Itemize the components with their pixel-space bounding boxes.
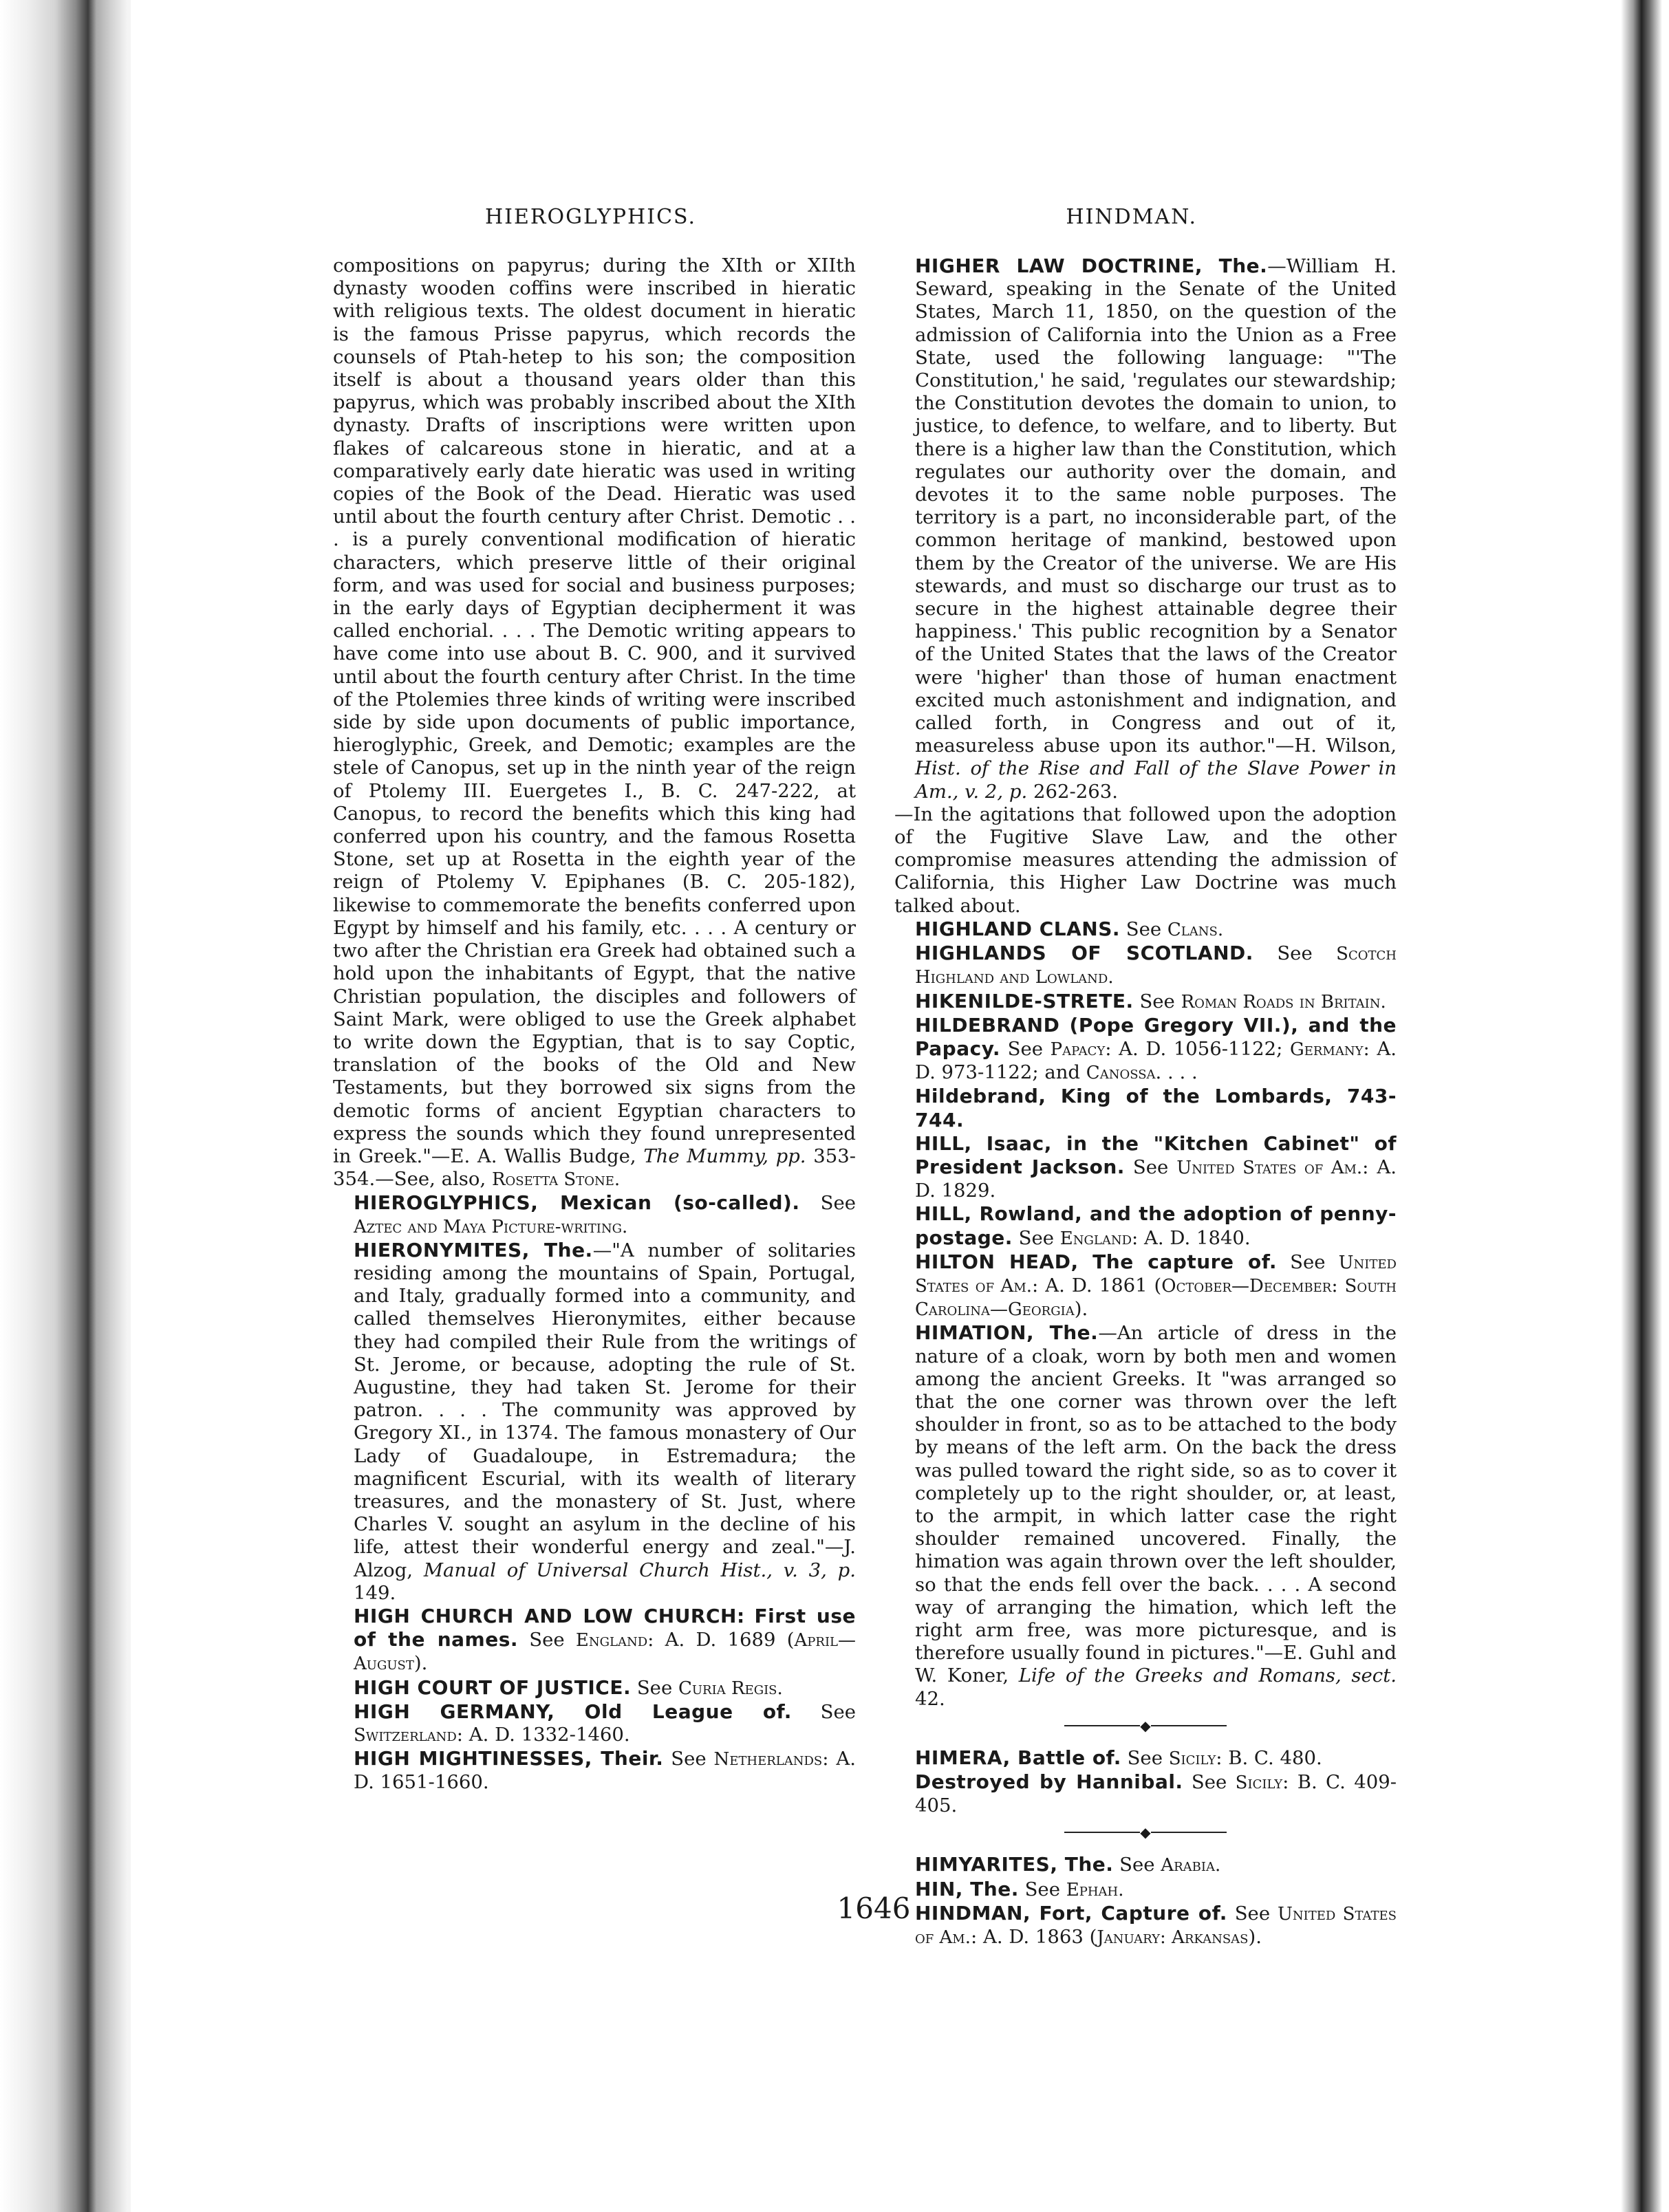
entry-high-germany: HIGH GERMANY, Old League of. See Switzerland: A. D. 1332-1460.: [354, 1700, 856, 1746]
scan-binding-shadow: [0, 0, 131, 2212]
entry-higher-law-more: —In the agitations that followed upon the adoption of the Fugitive Slave Law, and the other compromise measures attending the admission of California, this Higher Law Doctrine was much talked about.: [894, 803, 1397, 917]
entry-high-church: HIGH CHURCH AND LOW CHURCH: First use of the names. See England: A. D. 1689 (April—August).: [354, 1604, 857, 1675]
page-number: 1646: [837, 1891, 911, 1925]
entry-himera-hannibal: Destroyed by Hannibal. See Sicily: B. C. 409-405.: [915, 1770, 1397, 1817]
header-left-title: HIEROGLYPHICS.: [485, 205, 697, 229]
entry-himyarites: HIMYARITES, The. See Arabia.: [915, 1853, 1221, 1876]
section-separator: [894, 1824, 1397, 1841]
entry-hildebrand-lombards: Hildebrand, King of the Lombards, 743-744.: [915, 1085, 1397, 1131]
scan-edge-shadow: [1621, 0, 1669, 2212]
entry-hieronymites: HIERONYMITES, The.—"A number of solitaries residing among the mountains of Spain, Portugal, and Italy, gradually formed into a community, and called themselves Hieronymites, either because they had compiled their Rule from the writings of St. Jerome, or because, adopting the rule of St. Augustine, they had taken St. Jerome for their patron. . . . The community was approved by Gregory XI., in 1374. The famous monastery of Our Lady of Guadaloupe, in Estremadura; the magnificent Escurial, with its wealth of literary treasures, and the monastery of St. Just, where Charles V. sought an asylum in the decline of his life, attest their wonderful energy and zeal."—J. Alzog, Manual of Universal Church Hist., v. 3, p. 149.: [354, 1238, 856, 1604]
entry-higher-law: HIGHER LAW DOCTRINE, The.—William H. Seward, speaking in the Senate of the United States, March 11, 1850, on the question of the admission of California into the Union as a Free State, used the following language: "'The Constitution,' he said, 'regulates our stewardship; the Constitution devotes the domain to union, to justice, to defence, to welfare, and to liberty. But there is a higher law than the Constitution, which regulates our authority over the domain, and devotes it to the same noble purposes. The territory is a part, no inconsiderable part, of the common heritage of mankind, bestowed upon them by the Creator of the universe. We are His stewards, and must so discharge our trust as to secure in the highest attainable degree their happiness.' This public recognition by a Senator of the United States that the laws of the Creator were 'higher' than those of human enactment excited much astonishment and indignation, and called forth, in Congress and out of it, measureless abuse upon its author."—H. Wilson, Hist. of the Rise and Fall of the Slave Power in Am., v. 2, p. 262-263.: [915, 254, 1397, 803]
left-column: [333, 254, 856, 1794]
right-column: [894, 254, 1397, 1949]
separator-diamond-icon: ◆: [1140, 1717, 1151, 1734]
entry-hieroglyphics-mexican: HIEROGLYPHICS, Mexican (so-called). See Aztec and Maya Picture-writing.: [354, 1191, 856, 1237]
entry-hildebrand: HILDEBRAND (Pope Gregory VII.), and the Papacy. See Papacy: A. D. 1056-1122; Germany: A. D. 973-1122; and Canossa. . . .: [915, 1013, 1397, 1084]
entry-hill-isaac: HILL, Isaac, in the "Kitchen Cabinet" of President Jackson. See United States of Am.: A. D. 1829.: [915, 1131, 1397, 1202]
entry-himation: HIMATION, The.—An article of dress in the nature of a cloak, worn by both men and women among the ancient Greeks. It "was arranged so that the one corner was thrown over the left shoulder in front, so as to be attached to the body by means of the left arm. On the back the dress was pulled toward the right side, so as to cover it completely up to the right shoulder, or, at least, to the armpit, in which latter case the right shoulder remained uncovered. Finally, the himation was again thrown over the left shoulder, so that the ends fell over the back. . . . A second way of arranging the himation, which left the right arm free, was more picturesque, and is therefore usually found in pictures."—E. Guhl and W. Koner, Life of the Greeks and Romans, sect. 42.: [915, 1321, 1397, 1710]
header-right-title: HINDMAN.: [1066, 205, 1197, 229]
section-separator: [894, 1717, 1397, 1734]
entry-hikenilde-strete: HIKENILDE-STRETE. See Roman Roads in Britain.: [915, 989, 1386, 1012]
entry-high-mightinesses: HIGH MIGHTINESSES, Their. See Netherlands: A. D. 1651-1660.: [354, 1747, 856, 1794]
entry-hill-rowland: HILL, Rowland, and the adoption of penny-postage. See England: A. D. 1840.: [915, 1202, 1397, 1249]
entry-himera: HIMERA, Battle of. See Sicily: B. C. 480.: [915, 1746, 1322, 1769]
entry-hin: HIN, The. See Ephah.: [915, 1877, 1124, 1900]
separator-diamond-icon: ◆: [1140, 1824, 1151, 1841]
entry-highlands-scotland: HIGHLANDS OF SCOTLAND. See Scotch Highland and Lowland.: [915, 942, 1397, 988]
entry-hindman: HINDMAN, Fort, Capture of. See United States of Am.: A. D. 1863 (January: Arkansas).: [915, 1901, 1397, 1949]
entry-highland-clans: HIGHLAND CLANS. See Clans.: [915, 917, 1224, 940]
running-header: [323, 205, 1397, 232]
entry-continuation: compositions on papyrus; during the XIth or XIIth dynasty wooden coffins were inscribed in hieratic with religious texts. The oldest document in hieratic is the famous Prisse papyrus, which records the counsels of Ptah-hetep to his son; the composition itself is about a thousand years older than this papyrus, which was probably inscribed about the XIth dynasty. Drafts of inscriptions were written upon flakes of calcareous stone in hieratic, and at a comparatively early date hieratic was used in writing copies of the Book of the Dead. Hieratic was used until about the fourth century after Christ. Demotic . . . is a purely conventional modification of hieratic characters, which preserve little of their original form, and was used for social and business purposes; in the early days of Egyptian decipherment it was called enchorial. . . . The Demotic writing appears to have come into use about B. C. 900, and it survived until about the fourth century after Christ. In the time of the Ptolemies three kinds of writing were inscribed side by side upon documents of public importance, hieroglyphic, Greek, and Demotic; examples are the stele of Canopus, set up in the ninth year of the reign of Ptolemy III. Euergetes I., B. C. 247-222, at Canopus, to record the benefits which this king had conferred upon his country, and the famous Rosetta Stone, set up at Rosetta in the eighth year of the reign of Ptolemy V. Epiphanes (B. C. 205-182), likewise to commemorate the benefits conferred upon Egypt by himself and his family, etc. . . . A century or two after the Christian era Greek had obtained such a hold upon the inhabitants of Egypt, that the native Christian population, the disciples and followers of Saint Mark, were obliged to use the Greek alphabet to write down the Egyptian, that is to say Coptic, translation of the books of the Old and New Testaments, but they borrowed six signs from the demotic forms of ancient Egyptian characters to express the sounds which they found unrepresented in Greek."—E. A. Wallis Budge, The Mummy, pp. 353-354.—See, also, Rosetta Stone.: [333, 254, 856, 1191]
entry-hilton-head: HILTON HEAD, The capture of. See United States of Am.: A. D. 1861 (October—December: South Carolina—Georgia).: [915, 1250, 1397, 1321]
entry-high-court: HIGH COURT OF JUSTICE. See Curia Regis.: [354, 1676, 783, 1699]
